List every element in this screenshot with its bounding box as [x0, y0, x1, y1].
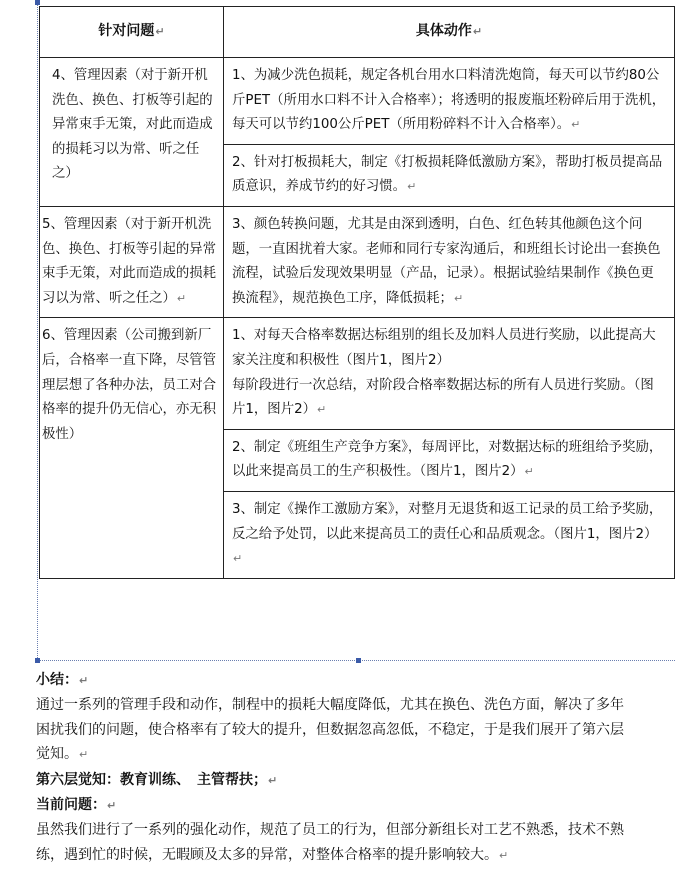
action-cell: 2、针对打板损耗大，制定《打板损耗降低激励方案》，帮助打板员提高品质意识，养成节约的好习惯。↵: [224, 144, 675, 206]
action-cell: 3、颜色转换问题，尤其是由深到透明，白色、红色转其他颜色这个问题，一直困扰着大家。老师和同行专家沟通后，和班组长讨论出一套换色流程，试验后发现效果明显（产品，记录）。根据试验结果制作《换色更换流程》，规范换色工序，降低损耗；↵: [224, 206, 675, 317]
table-header-row: [40, 7, 675, 58]
resize-handle-top-left[interactable]: [35, 0, 40, 5]
action-cell: 2、制定《班组生产竞争方案》，每周评比，对数据达标的班组给予奖励，以此来提高员工的生产积极性。（图片1，图片2）↵: [224, 429, 675, 491]
action-cell: 3、制定《操作工激励方案》，对整月无退货和返工记录的员工给予奖励，反之给予处罚，以此来提高员工的责任心和品质观念。（图片1，图片2）↵: [224, 491, 675, 578]
header-problem: 针对问题↵: [40, 7, 224, 58]
summary-heading: 小结：↵: [36, 672, 89, 688]
resize-handle-bottom-center[interactable]: [356, 658, 361, 663]
resize-handle-bottom-left[interactable]: [35, 658, 40, 663]
problem-cell: 5、管理因素（对于新开机洗色、换色、打板等引起的异常束手无策，对此而造成的损耗习以为常、听之任之）↵: [40, 206, 224, 317]
current-issue-heading: 当前问题：↵: [36, 797, 117, 814]
summary-section: [36, 668, 636, 868]
table-row: [40, 206, 675, 317]
action-table: [39, 6, 675, 579]
action-cell: 1、为减少洗色损耗，规定各机台用水口料清洗炮筒，每天可以节约80公斤PET（所用水口料不计入合格率）；将透明的报废瓶坯粉碎后用于洗机，每天可以节约100公斤PET（所用粉碎料不计入合格率）。↵: [224, 58, 675, 145]
problem-cell: 4、管理因素（对于新开机洗色、换色、打板等引起的异常束手无策，对此而造成的损耗习以为常、听之任之）: [40, 58, 224, 207]
current-issue-body: 虽然我们进行了一系列的强化动作，规范了员工的行为，但部分新组长对工艺不熟悉，技术不熟练，遇到忙的时候，无暇顾及太多的异常，对整体合格率的提升影响较大。↵: [36, 822, 624, 863]
problem-cell: 6、管理因素（公司搬到新厂后，合格率一直下降，尽管管理层想了各种办法，员工对合格率的提升仍无信心，亦无积极性）: [40, 318, 224, 578]
table-row: [40, 318, 675, 429]
table-row: [40, 58, 675, 145]
summary-body: 通过一系列的管理手段和动作，制程中的损耗大幅度降低，尤其在换色、洗色方面，解决了多年困扰我们的问题，使合格率有了较大的提升，但数据忽高忽低，不稳定，于是我们展开了第六层觉知。↵: [36, 697, 624, 763]
frame-left-border: [37, 0, 38, 662]
header-action: 具体动作↵: [224, 7, 675, 58]
layer-title: 第六层觉知：教育训练、 主管帮扶；↵: [36, 771, 278, 788]
action-cell: 1、对每天合格率数据达标组别的组长及加料人员进行奖励，以此提高大家关注度和积极性（图片1，图片2） 每阶段进行一次总结，对阶段合格率数据达标的所有人员进行奖励。（图片1，图片2）↵: [224, 318, 675, 429]
